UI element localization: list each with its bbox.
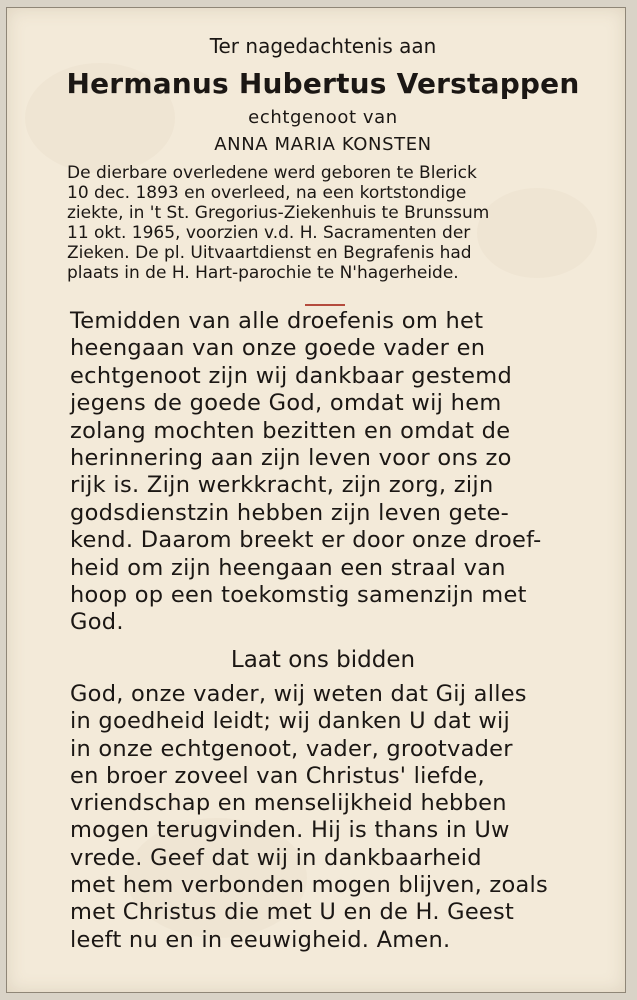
memorial-message: Temidden van alle droefenis om het heengaan van onze goede vader en echtgenoot zijn wij dankbaar gestemd jegens de goede God, omdat wij hem zolang mochten bezitten en omdat de herinnering aan zijn leven voor ons zo rijk is. Zijn werkkracht, zijn zorg, zijn godsdienstzin hebben zijn leven gete- kend. Daarom breekt er door onze droef- heid om zijn heengaan een straal van hoop op een toekomstig samenzijn met God.	[70, 308, 542, 636]
spouse-name: ANNA MARIA KONSTEN	[214, 134, 432, 155]
prayer-text: God, onze vader, wij weten dat Gij alles in goedheid leidt; wij danken U dat wij in onze echtgenoot, vader, grootvader en broer zoveel van Christus' liefde, vriendschap en menselijkheid hebben mogen terugvinden. Hij is thans in Uw vrede. Geef dat wij in dankbaarheid met hem verbonden mogen blijven, zoals met Christus die met U en de H. Geest leeft nu en in eeuwigheid. Amen.	[70, 681, 548, 953]
memorial-card	[6, 7, 626, 993]
memory-line: Ter nagedachtenis aan	[209, 34, 437, 58]
prayer-heading: Laat ons bidden	[230, 647, 416, 673]
life-details: De dierbare overledene werd geboren te Blerick 10 dec. 1893 en overleed, na een kortstondige ziekte, in 't St. Gregorius-Ziekenhuis te Brunssum 11 okt. 1965, voorzien v.d. H. Sacramenten der Zieken. De pl. Uitvaartdienst en Begrafenis had plaats in de H. Hart-parochie te N'hagerheide.	[67, 163, 490, 283]
deceased-name: Hermanus Hubertus Verstappen	[66, 67, 580, 100]
spouse-intro: echtgenoot van	[248, 107, 398, 128]
section-divider	[305, 304, 345, 306]
